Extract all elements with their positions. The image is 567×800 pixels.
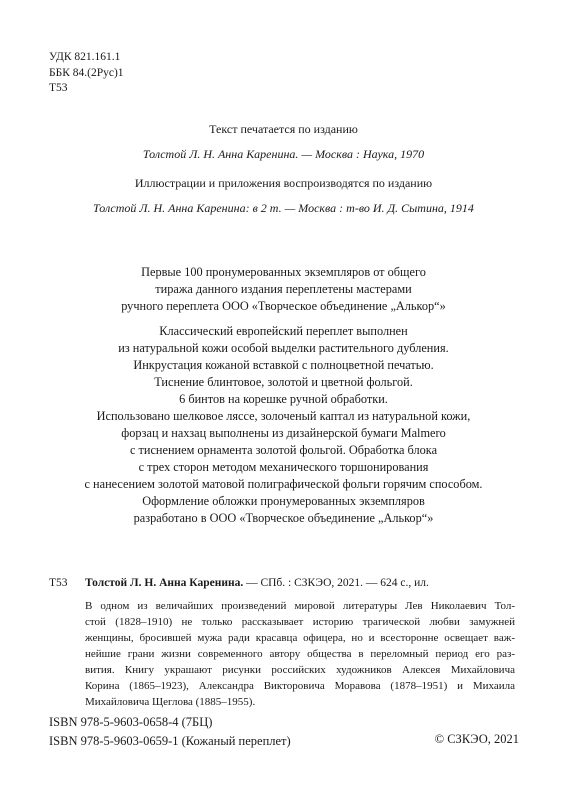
catalog-author-title: Толстой Л. Н. Анна Каренина.: [85, 577, 244, 589]
paragraph-line: разработано в ООО «Творческое объединение „Алькор“»: [133, 511, 434, 525]
annotation-line: вития. Книгу украшают рисунки российских художников Алексея Михайловича: [85, 664, 515, 676]
author-mark: Т53: [49, 82, 68, 94]
paragraph-line: с нанесением золотой матовой полиграфической фольги горячим способом.: [84, 477, 483, 491]
source-edition-citation: Толстой Л. Н. Анна Каренина. — Москва : Наука, 1970: [142, 147, 425, 161]
paragraph-line: форзац и нахзац выполнены из дизайнерской бумаги Malmero: [121, 426, 446, 440]
paragraph-line: с трех сторон методом механического торшонирования: [138, 460, 429, 474]
paragraph-line: Первые 100 пронумерованных экземпляров от общего: [141, 265, 426, 279]
paragraph-line: 6 бинтов на корешке ручной обработки.: [179, 392, 388, 406]
paragraph-line: Оформление обложки пронумерованных экземпляров: [142, 494, 425, 508]
copyright-notice: © СЗКЭО, 2021: [434, 732, 519, 746]
paragraph-line: Классический европейский переплет выполнен: [159, 324, 408, 338]
udk-code: УДК 821.161.1: [49, 51, 121, 63]
paragraph-line: с тиснением орнамента золотой фольгой. Обработка блока: [129, 443, 438, 457]
isbn-block: [49, 713, 291, 751]
catalog-heading: [85, 577, 429, 589]
paragraph-line: Инкрустация кожаной вставкой с полноцветной печатью.: [133, 358, 434, 372]
source-edition-heading: Текст печатается по изданию: [209, 122, 358, 136]
paragraph-line: ручного переплета ООО «Творческое объединение „Алькор“»: [121, 299, 446, 313]
annotation: [85, 598, 515, 710]
annotation-line: нейшие грани жизни современного автору общества в переломный период его раз-: [85, 648, 515, 660]
catalog-code: Т53: [49, 577, 68, 589]
isbn-line: ISBN 978-5-9603-0659-1 (Кожаный переплет): [49, 734, 291, 748]
annotation-line: Корина (1865–1923), Александра Викторовича Моравова (1878–1951) и Михаила: [85, 680, 515, 692]
paragraph-line: Использовано шелковое ляссе, золоченый каптал из натуральной кожи,: [96, 409, 471, 423]
annotation-line: Михайловича Щеглова (1885–1955).: [85, 696, 256, 708]
annotation-line: женщины, бросившей мужа ради красавца офицера, но и всесторонне освещает важ-: [85, 632, 515, 644]
classification-codes: [49, 50, 124, 97]
numbered-copies-paragraph: [60, 264, 507, 315]
binding-description-paragraph: [60, 323, 507, 527]
annotation-line: стой (1828–1910) не только рассказывает историю трагической любви замужней: [85, 616, 515, 628]
annotation-line: В одном из величайших произведений мировой литературы Лев Николаевич Тол-: [85, 600, 515, 612]
paragraph-line: Тиснение блинтовое, золотой и цветной фольгой.: [154, 375, 413, 389]
isbn-line: ISBN 978-5-9603-0658-4 (7БЦ): [49, 715, 213, 729]
illustrations-edition-citation: Толстой Л. Н. Анна Каренина: в 2 т. — Москва : т-во И. Д. Сытина, 1914: [93, 201, 474, 215]
illustrations-edition-heading: Иллюстрации и приложения воспроизводятся по изданию: [134, 176, 433, 190]
paragraph-line: из натуральной кожи особой выделки растительного дубления.: [118, 341, 449, 355]
bbk-code: ББК 84.(2Рус)1: [49, 66, 124, 79]
paragraph-line: тиража данного издания переплетены мастерами: [155, 282, 412, 296]
catalog-imprint: — СПб. : СЗКЭО, 2021. — 624 с., ил.: [243, 577, 429, 589]
